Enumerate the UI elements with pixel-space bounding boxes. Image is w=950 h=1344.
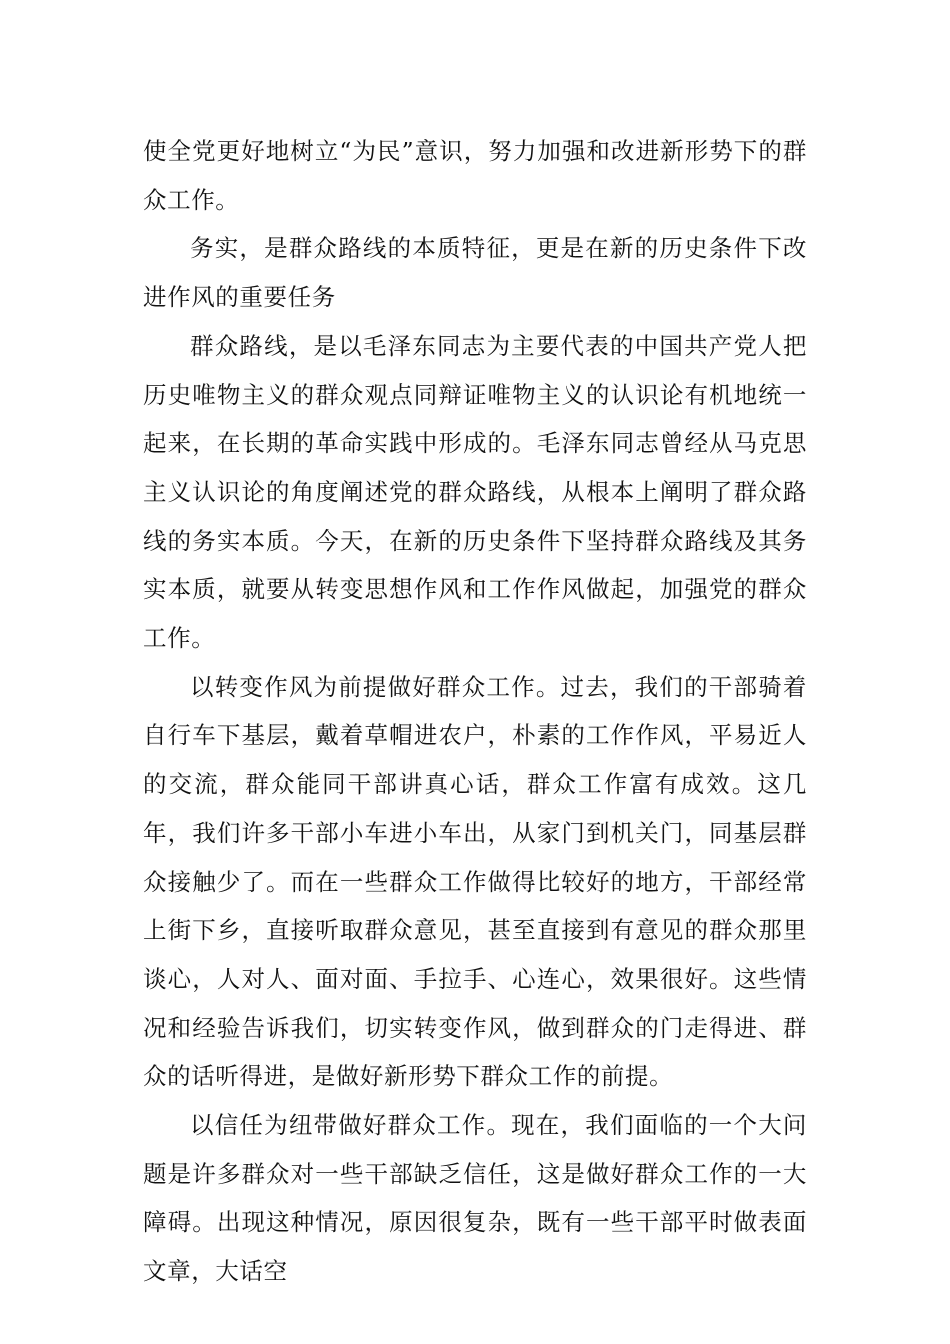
document-body bbox=[143, 127, 807, 1296]
paragraph-heading: 务实，是群众路线的本质特征，更是在新的历史条件下改进作风的重要任务 bbox=[143, 234, 807, 312]
paragraph-continuation: 使全党更好地树立“为民”意识，努力加强和改进新形势下的群众工作。 bbox=[143, 137, 807, 214]
paragraph-mass-line: 群众路线，是以毛泽东同志为主要代表的中国共产党人把历史唯物主义的群众观点同辩证唯物主义的认识论有机地统一起来，在长期的革命实践中形成的。毛泽东同志曾经从马克思主义认识论的角度阐述党的群众路线，从根本上阐明了群众路线的务实本质。今天，在新的历史条件下坚持群众路线及其务实本质，就要从转变思想作风和工作作风做起，加强党的群众工作。 bbox=[143, 331, 807, 653]
paragraph-trust: 以信任为纽带做好群众工作。现在，我们面临的一个大问题是许多群众对一些干部缺乏信任，这是做好群众工作的一大障碍。出现这种情况，原因很复杂，既有一些干部平时做表面文章，大话空 bbox=[143, 1111, 807, 1286]
paragraph-style-change: 以转变作风为前提做好群众工作。过去，我们的干部骑着自行车下基层，戴着草帽进农户，朴素的工作作风，平易近人的交流，群众能同干部讲真心话，群众工作富有成效。这几年，我们许多干部小车进小车出，从家门到机关门，同基层群众接触少了。而在一些群众工作做得比较好的地方，干部经常上街下乡，直接听取群众意见，甚至直接到有意见的群众那里谈心，人对人、面对面、手拉手、心连心，效果很好。这些情况和经验告诉我们，切实转变作风，做到群众的门走得进、群众的话听得进，是做好新形势下群众工作的前提。 bbox=[143, 672, 807, 1091]
